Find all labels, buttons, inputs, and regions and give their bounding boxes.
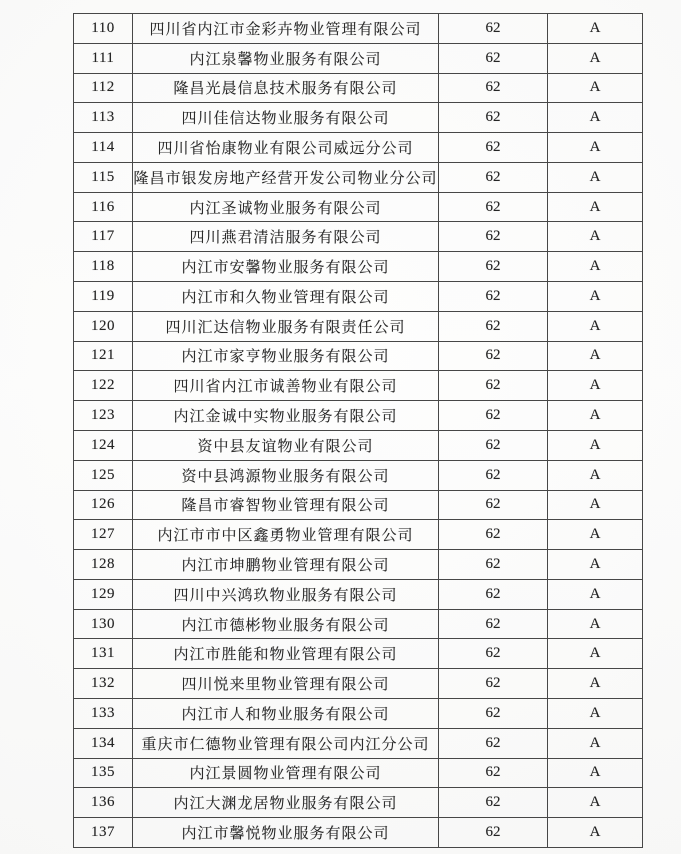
company-name-cell: 内江金诚中实物业服务有限公司 (133, 401, 439, 431)
row-number-cell: 125 (74, 460, 133, 490)
table-body (74, 14, 643, 848)
grade-cell: A (548, 311, 643, 341)
score-cell: 62 (439, 222, 548, 252)
company-name-cell: 内江圣诚物业服务有限公司 (133, 192, 439, 222)
score-cell: 62 (439, 579, 548, 609)
company-name-cell: 四川燕君清洁服务有限公司 (133, 222, 439, 252)
grade-cell: A (548, 401, 643, 431)
score-cell: 62 (439, 162, 548, 192)
score-cell: 62 (439, 550, 548, 580)
table-row (74, 669, 643, 699)
score-cell: 62 (439, 728, 548, 758)
grade-cell: A (548, 728, 643, 758)
table-row (74, 490, 643, 520)
grade-cell: A (548, 579, 643, 609)
table-row (74, 14, 643, 44)
table-row (74, 698, 643, 728)
row-number-cell: 122 (74, 371, 133, 401)
grade-cell: A (548, 550, 643, 580)
table-row (74, 371, 643, 401)
grade-cell: A (548, 14, 643, 44)
row-number-cell: 114 (74, 133, 133, 163)
row-number-cell: 111 (74, 43, 133, 73)
table-row (74, 252, 643, 282)
company-name-cell: 内江市和久物业管理有限公司 (133, 282, 439, 312)
table-row (74, 341, 643, 371)
row-number-cell: 121 (74, 341, 133, 371)
grade-cell: A (548, 430, 643, 460)
row-number-cell: 116 (74, 192, 133, 222)
grade-cell: A (548, 818, 643, 848)
grade-cell: A (548, 282, 643, 312)
row-number-cell: 119 (74, 282, 133, 312)
row-number-cell: 129 (74, 579, 133, 609)
score-cell: 62 (439, 609, 548, 639)
grade-cell: A (548, 669, 643, 699)
table-row (74, 550, 643, 580)
table-row (74, 43, 643, 73)
row-number-cell: 127 (74, 520, 133, 550)
company-name-cell: 四川中兴鸿玖物业服务有限公司 (133, 579, 439, 609)
company-name-cell: 内江市安馨物业服务有限公司 (133, 252, 439, 282)
table-row (74, 609, 643, 639)
score-cell: 62 (439, 818, 548, 848)
grade-cell: A (548, 222, 643, 252)
company-name-cell: 内江市德彬物业服务有限公司 (133, 609, 439, 639)
score-cell: 62 (439, 341, 548, 371)
company-name-cell: 内江大渊龙居物业服务有限公司 (133, 788, 439, 818)
table-row (74, 520, 643, 550)
table-row (74, 222, 643, 252)
company-name-cell: 内江市馨悦物业服务有限公司 (133, 818, 439, 848)
company-name-cell: 内江市家亨物业服务有限公司 (133, 341, 439, 371)
company-name-cell: 资中县友谊物业有限公司 (133, 430, 439, 460)
row-number-cell: 124 (74, 430, 133, 460)
row-number-cell: 133 (74, 698, 133, 728)
row-number-cell: 117 (74, 222, 133, 252)
score-cell: 62 (439, 430, 548, 460)
row-number-cell: 123 (74, 401, 133, 431)
company-rating-table (73, 13, 643, 848)
table-row (74, 192, 643, 222)
row-number-cell: 137 (74, 818, 133, 848)
company-name-cell: 四川佳信达物业服务有限公司 (133, 103, 439, 133)
row-number-cell: 115 (74, 162, 133, 192)
grade-cell: A (548, 43, 643, 73)
grade-cell: A (548, 758, 643, 788)
grade-cell: A (548, 73, 643, 103)
table-row (74, 282, 643, 312)
row-number-cell: 110 (74, 14, 133, 44)
table-row (74, 758, 643, 788)
company-name-cell: 内江景圆物业管理有限公司 (133, 758, 439, 788)
table-row (74, 103, 643, 133)
row-number-cell: 126 (74, 490, 133, 520)
table-row (74, 639, 643, 669)
company-name-cell: 隆昌市睿智物业管理有限公司 (133, 490, 439, 520)
table-row (74, 162, 643, 192)
grade-cell: A (548, 520, 643, 550)
score-cell: 62 (439, 758, 548, 788)
table-row (74, 133, 643, 163)
company-name-cell: 四川省内江市诚善物业有限公司 (133, 371, 439, 401)
score-cell: 62 (439, 639, 548, 669)
company-name-cell: 四川省内江市金彩卉物业管理有限公司 (133, 14, 439, 44)
grade-cell: A (548, 103, 643, 133)
table-row (74, 430, 643, 460)
company-name-cell: 四川汇达信物业服务有限责任公司 (133, 311, 439, 341)
row-number-cell: 128 (74, 550, 133, 580)
table-row (74, 73, 643, 103)
row-number-cell: 136 (74, 788, 133, 818)
table-row (74, 788, 643, 818)
company-name-cell: 四川省怡康物业有限公司威远分公司 (133, 133, 439, 163)
grade-cell: A (548, 698, 643, 728)
score-cell: 62 (439, 43, 548, 73)
grade-cell: A (548, 252, 643, 282)
grade-cell: A (548, 460, 643, 490)
row-number-cell: 118 (74, 252, 133, 282)
score-cell: 62 (439, 490, 548, 520)
score-cell: 62 (439, 103, 548, 133)
grade-cell: A (548, 192, 643, 222)
grade-cell: A (548, 490, 643, 520)
row-number-cell: 135 (74, 758, 133, 788)
table-row (74, 579, 643, 609)
company-name-cell: 内江市胜能和物业管理有限公司 (133, 639, 439, 669)
grade-cell: A (548, 341, 643, 371)
company-name-cell: 资中县鸿源物业服务有限公司 (133, 460, 439, 490)
row-number-cell: 130 (74, 609, 133, 639)
score-cell: 62 (439, 669, 548, 699)
row-number-cell: 134 (74, 728, 133, 758)
score-cell: 62 (439, 401, 548, 431)
company-name-cell: 内江泉馨物业服务有限公司 (133, 43, 439, 73)
grade-cell: A (548, 609, 643, 639)
row-number-cell: 113 (74, 103, 133, 133)
score-cell: 62 (439, 252, 548, 282)
score-cell: 62 (439, 698, 548, 728)
company-name-cell: 内江市市中区鑫勇物业管理有限公司 (133, 520, 439, 550)
score-cell: 62 (439, 14, 548, 44)
company-name-cell: 隆昌光晨信息技术服务有限公司 (133, 73, 439, 103)
company-name-cell: 隆昌市银发房地产经营开发公司物业分公司 (133, 162, 439, 192)
grade-cell: A (548, 788, 643, 818)
score-cell: 62 (439, 371, 548, 401)
score-cell: 62 (439, 73, 548, 103)
row-number-cell: 132 (74, 669, 133, 699)
row-number-cell: 112 (74, 73, 133, 103)
company-name-cell: 四川悦来里物业管理有限公司 (133, 669, 439, 699)
score-cell: 62 (439, 282, 548, 312)
table-row (74, 728, 643, 758)
table-row (74, 460, 643, 490)
company-name-cell: 内江市坤鹏物业管理有限公司 (133, 550, 439, 580)
grade-cell: A (548, 162, 643, 192)
table-row (74, 401, 643, 431)
row-number-cell: 131 (74, 639, 133, 669)
company-name-cell: 内江市人和物业服务有限公司 (133, 698, 439, 728)
score-cell: 62 (439, 133, 548, 163)
table-row (74, 311, 643, 341)
score-cell: 62 (439, 311, 548, 341)
row-number-cell: 120 (74, 311, 133, 341)
table-row (74, 818, 643, 848)
score-cell: 62 (439, 192, 548, 222)
score-cell: 62 (439, 520, 548, 550)
company-name-cell: 重庆市仁德物业管理有限公司内江分公司 (133, 728, 439, 758)
grade-cell: A (548, 639, 643, 669)
score-cell: 62 (439, 460, 548, 490)
score-cell: 62 (439, 788, 548, 818)
grade-cell: A (548, 133, 643, 163)
grade-cell: A (548, 371, 643, 401)
